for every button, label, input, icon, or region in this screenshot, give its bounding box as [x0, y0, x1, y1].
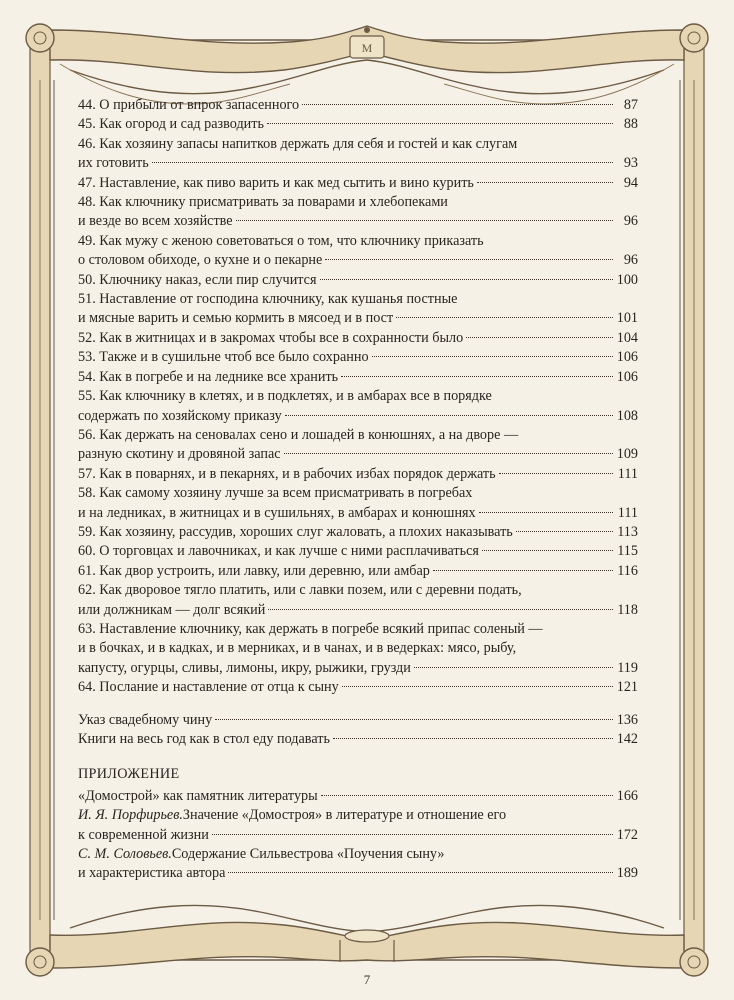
toc-entry-line — [78, 845, 638, 864]
toc-entry-title: 48. Как ключнику присматривать за поварами и хлебопеками — [78, 194, 448, 211]
toc-page-number: 108 — [616, 407, 638, 424]
dot-leader — [236, 220, 613, 221]
toc-entry[interactable] — [78, 174, 638, 193]
dot-leader — [333, 738, 613, 739]
dot-leader — [342, 686, 613, 687]
toc-entry[interactable] — [78, 678, 638, 697]
toc-entry[interactable] — [78, 232, 638, 271]
toc-page-number: 101 — [616, 310, 638, 327]
toc-entry[interactable] — [78, 562, 638, 581]
toc-page-number: 116 — [617, 562, 638, 579]
toc-entry[interactable] — [78, 711, 638, 730]
toc-entry-line — [78, 348, 638, 367]
toc-entry-line — [78, 290, 638, 309]
toc-entry-line — [78, 271, 638, 290]
dot-leader — [212, 834, 613, 835]
toc-entry-line — [78, 407, 638, 426]
toc-page-number: 96 — [623, 252, 638, 269]
toc-entry-line — [78, 484, 638, 503]
toc-entry-line — [78, 174, 638, 193]
dot-leader — [433, 570, 613, 571]
toc-page-number: 121 — [616, 679, 638, 696]
toc-entry-title: 54. Как в погребе и на леднике все хранить — [78, 368, 339, 385]
toc-page-number: 93 — [623, 155, 638, 172]
toc-entry-line — [78, 542, 638, 561]
dot-leader — [466, 337, 613, 338]
dot-leader — [325, 259, 613, 260]
toc-entry-line — [78, 426, 638, 445]
toc-entry[interactable] — [78, 193, 638, 232]
dot-leader — [477, 182, 613, 183]
toc-entry[interactable] — [78, 426, 638, 465]
toc-entry-title: 61. Как двор устроить, или лавку, или деревню, или амбар — [78, 562, 430, 579]
toc-entry-line — [78, 154, 638, 173]
toc-entry-line — [78, 711, 638, 730]
toc-entries — [78, 96, 638, 698]
toc-page-number: 189 — [616, 865, 638, 882]
toc-entry-line — [78, 659, 638, 678]
toc-entry-line — [78, 445, 638, 464]
toc-page-number: 118 — [617, 601, 638, 618]
toc-entry-title: и везде во всем хозяйстве — [78, 213, 233, 230]
toc-page-number: 106 — [616, 349, 638, 366]
toc-entry-title: и на ледниках, в житницах и в сушильнях, в амбарах и конюшнях — [78, 504, 476, 521]
toc-entry[interactable] — [78, 115, 638, 134]
toc-entry-title: 55. Как ключнику в клетях, и в подклетях, и в амбарах все в порядке — [78, 388, 492, 405]
svg-text:M: M — [361, 41, 373, 55]
dot-leader — [479, 512, 613, 513]
toc-entry-line — [78, 562, 638, 581]
toc-entry-line — [78, 329, 638, 348]
toc-entry-title: 47. Наставление, как пиво варить и как мед сытить и вино курить — [78, 174, 474, 191]
toc-entry[interactable] — [78, 271, 638, 290]
toc-entry[interactable] — [78, 787, 638, 806]
toc-entry-line — [78, 387, 638, 406]
toc-page-number: 87 — [623, 97, 638, 113]
toc-entry-title: «Домострой» как памятник литературы — [78, 787, 318, 804]
toc-entry-line — [78, 639, 638, 658]
toc-entry-line — [78, 232, 638, 251]
toc-entry[interactable] — [78, 806, 638, 845]
toc-entry-title: Содержание Сильвестрова «Поучения сыну» — [171, 846, 445, 863]
dot-leader — [302, 104, 613, 105]
toc-entry-line — [78, 620, 638, 639]
toc-entry-line — [78, 787, 638, 806]
toc-entry-title: 46. Как хозяину запасы напитков держать для себя и гостей и как слугам — [78, 135, 518, 152]
toc-page-number: 96 — [623, 213, 638, 230]
toc-entry[interactable] — [78, 484, 638, 523]
dot-leader — [320, 279, 614, 280]
toc-page-number: 142 — [616, 731, 638, 747]
dot-leader — [341, 376, 613, 377]
toc-page-number: 100 — [616, 271, 638, 288]
toc-entry-line — [78, 251, 638, 270]
toc-entry-line — [78, 135, 638, 154]
toc-entry-author: С. М. Соловьев. — [78, 846, 172, 863]
toc-entry-title: 63. Наставление ключнику, как держать в погребе всякий припас соленый — — [78, 620, 543, 637]
toc-entry-line — [78, 193, 638, 212]
bottom-ornament — [26, 905, 708, 976]
toc-entry[interactable] — [78, 348, 638, 367]
toc-entry-line — [78, 309, 638, 328]
spacer — [78, 749, 638, 765]
toc-entry[interactable] — [78, 290, 638, 329]
toc-entry-title: и характеристика автора — [78, 865, 226, 882]
toc-entry-title: 44. О прибыли от впрок запасенного — [78, 97, 300, 113]
spacer — [78, 698, 638, 711]
dot-leader — [268, 609, 613, 610]
toc-entry-title: 57. Как в поварнях, и в пекарнях, и в рабочих избах порядок держать — [78, 465, 496, 482]
toc-page-number: 172 — [616, 826, 638, 843]
toc-appendix-entries — [78, 787, 638, 884]
dot-leader — [267, 123, 613, 124]
toc-entry-title: 53. Также и в сушильне чтоб все было сохранно — [78, 349, 369, 366]
toc-entry-line — [78, 212, 638, 231]
toc-entry-title: разную скотину и дровяной запас — [78, 446, 281, 463]
toc-page-number: 113 — [617, 523, 638, 540]
toc-page-number: 136 — [616, 711, 638, 728]
toc-entry-title: Указ свадебному чину — [78, 711, 213, 728]
toc-entry-line — [78, 581, 638, 600]
dot-leader — [152, 162, 613, 163]
dot-leader — [372, 356, 613, 357]
toc-page-number: 119 — [617, 659, 638, 676]
toc-entry-title: 45. Как огород и сад разводить — [78, 116, 264, 133]
toc-entry-title: содержать по хозяйскому приказу — [78, 407, 282, 424]
dot-leader — [482, 550, 613, 551]
toc-entry[interactable] — [78, 387, 638, 426]
dot-leader — [396, 317, 613, 318]
toc-entry-title: 62. Как дворовое тягло платить, или с лавки позем, или с деревни подать, — [78, 582, 522, 599]
dot-leader — [499, 473, 613, 474]
toc-page-number: 111 — [617, 504, 638, 521]
toc-entry-title: Значение «Домостроя» в литературе и отношение его — [182, 807, 507, 824]
toc-entry-title: 60. О торговцах и лавочниках, и как лучше с ними расплачиваться — [78, 543, 479, 560]
toc-entry[interactable] — [78, 730, 638, 749]
toc-entry-title: капусту, огурцы, сливы, лимоны, икру, рыжики, грузди — [78, 659, 411, 676]
toc-entry-line — [78, 96, 638, 115]
toc-entry-title: о столовом обиходе, о кухне и о пекарне — [78, 252, 323, 269]
toc-entry-line — [78, 368, 638, 387]
toc-entry-title: Книги на весь год как в стол еду подавать — [78, 731, 330, 747]
toc-entry[interactable] — [78, 523, 638, 542]
toc-entry-line — [78, 504, 638, 523]
table-of-contents — [78, 96, 638, 884]
toc-entry-title: 52. Как в житницах и в закромах чтобы все в сохранности было — [78, 329, 464, 346]
toc-page-number: 104 — [616, 329, 638, 346]
toc-entry-title: 56. Как держать на сеновалах сено и лошадей в конюшнях, а на дворе — — [78, 426, 519, 443]
toc-entry-title: 50. Ключнику наказ, если пир случится — [78, 271, 317, 288]
page-number: 7 — [363, 972, 371, 987]
toc-entry-line — [78, 601, 638, 620]
toc-entry[interactable] — [78, 465, 638, 484]
toc-entry-line — [78, 864, 638, 883]
toc-entry-title: и мясные варить и семью кормить в мясоед и в пост — [78, 310, 394, 327]
toc-entry[interactable] — [78, 135, 638, 174]
dot-leader — [228, 872, 613, 873]
dot-leader — [285, 415, 613, 416]
toc-entry[interactable] — [78, 845, 638, 884]
toc-page-number: 115 — [617, 543, 638, 560]
toc-page-number: 111 — [617, 465, 638, 482]
toc-entry-line — [78, 806, 638, 825]
toc-entry-title: 59. Как хозяину, рассудив, хороших слуг жаловать, а плохих наказывать — [78, 523, 513, 540]
toc-entry[interactable] — [78, 329, 638, 348]
toc-page-number: 106 — [616, 368, 638, 385]
toc-entry-title: 49. Как мужу с женою советоваться о том, что ключнику приказать — [78, 232, 484, 249]
toc-entry[interactable] — [78, 96, 638, 115]
toc-entry[interactable] — [78, 542, 638, 561]
toc-entry-line — [78, 115, 638, 134]
toc-page-number: 166 — [616, 787, 638, 804]
toc-entry-title: 51. Наставление от господина ключнику, как кушанья постные — [78, 291, 458, 308]
toc-entry-line — [78, 465, 638, 484]
dot-leader — [516, 531, 613, 532]
toc-entry-title: или должникам — долг всякий — [78, 601, 266, 618]
toc-entry-title: 58. Как самому хозяину лучше за всем присматривать в погребах — [78, 485, 473, 502]
toc-entry[interactable] — [78, 581, 638, 620]
toc-entry[interactable] — [78, 620, 638, 678]
toc-page-number: 109 — [616, 446, 638, 463]
toc-entry-title: к современной жизни — [78, 826, 209, 843]
toc-entry-title: 64. Послание и наставление от отца к сыну — [78, 679, 339, 696]
toc-entry-author: И. Я. Порфирьев. — [78, 807, 183, 824]
toc-entry-line — [78, 678, 638, 697]
toc-entry-title: и в бочках, и в кадках, и в мерниках, и в чанах, и в ведерках: мясо, рыбу, — [78, 640, 517, 657]
dot-leader — [215, 719, 613, 720]
toc-entry-line — [78, 730, 638, 749]
dot-leader — [284, 453, 613, 454]
toc-page-number: 88 — [623, 116, 638, 133]
top-ornament — [26, 24, 708, 104]
toc-extra-entries — [78, 711, 638, 750]
toc-entry-title: их готовить — [78, 155, 149, 172]
toc-entry-line — [78, 523, 638, 542]
appendix-heading: ПРИЛОЖЕНИЕ — [78, 766, 180, 783]
toc-page-number: 94 — [623, 174, 638, 191]
toc-entry-line — [78, 826, 638, 845]
toc-entry[interactable] — [78, 368, 638, 387]
dot-leader — [321, 795, 613, 796]
dot-leader — [414, 667, 613, 668]
